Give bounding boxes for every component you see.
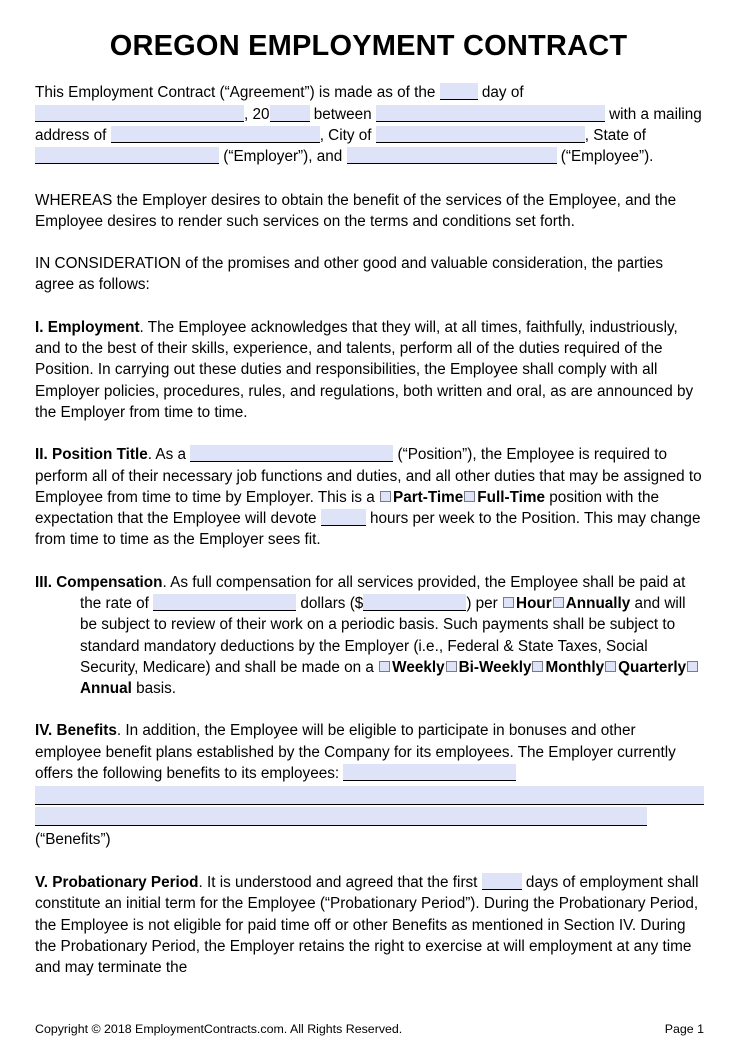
intro-text-8: (“Employer”), and — [219, 148, 347, 166]
pay-rate-amount-blank-field[interactable] — [363, 594, 466, 611]
section-benefits — [35, 720, 704, 784]
position-text-1: . As a — [147, 446, 191, 464]
footer-page-number: Page 1 — [664, 1022, 704, 1036]
section-benefits-heading: IV. Benefits — [35, 722, 117, 740]
section-position-title — [35, 444, 704, 550]
section-compensation — [35, 572, 704, 700]
benefits-blank-field-1[interactable] — [343, 764, 516, 781]
spacer — [35, 699, 704, 720]
hours-per-week-blank-field[interactable] — [321, 509, 366, 526]
position-text-2: (“Position”), the Employee is required to perform all of their necessary job functions and duties, and all other duties that may be assigned to Employee from time to time by Employer. This is a — [35, 446, 702, 506]
section-employment-body: . The Employee acknowledges that they will, at all times, faithfully, industriously, and to the best of their skills, experience, and talents, perform all of the duties required of the Position. In carrying out these duties and responsibilities, the Employee shall comply with all Employer policies, procedures, rules, and regulations, both written and oral, as are announced by the Employer from time to time. — [35, 318, 694, 421]
probationary-text-1: . It is understood and agreed that the first — [198, 873, 482, 891]
intro-text-6: , City of — [319, 126, 376, 144]
intro-text-3: , 20 — [244, 105, 270, 123]
checkbox-annual[interactable] — [687, 661, 698, 672]
position-title-blank-field[interactable] — [190, 445, 393, 462]
spacer — [35, 850, 704, 872]
pay-rate-words-blank-field[interactable] — [153, 594, 296, 611]
position-text-3: position with the expectation that the Employee will devote — [35, 488, 659, 528]
intro-text-5: with a mailing address of — [35, 105, 702, 144]
intro-paragraph — [35, 82, 704, 167]
label-monthly: Monthly — [545, 658, 605, 676]
whereas-paragraph: WHEREAS the Employer desires to obtain the benefit of the services of the Employee, and the Employee desires to render such services on the terms and conditions set forth. — [35, 191, 677, 230]
label-quarterly: Quarterly — [618, 658, 687, 676]
page-title: OREGON EMPLOYMENT CONTRACT — [109, 30, 628, 62]
page-footer — [35, 1022, 704, 1036]
section-employment-heading: I. Employment — [35, 318, 140, 336]
mailing-address-blank-field[interactable] — [111, 126, 320, 143]
compensation-text-5: basis. — [131, 680, 177, 698]
label-annually: Annually — [565, 594, 631, 612]
section-probationary-heading: V. Probationary Period — [35, 873, 199, 891]
intro-text-4: between — [309, 105, 376, 123]
year-blank-field[interactable] — [270, 105, 310, 122]
employee-name-blank-field[interactable] — [347, 147, 557, 164]
compensation-text-1: . As full compensation for all services provided, the Employee shall be paid at the rate of — [80, 573, 686, 612]
label-hour: Hour — [516, 594, 552, 612]
intro-text-9: (“Employee”). — [556, 148, 654, 166]
checkbox-weekly[interactable] — [379, 661, 390, 672]
checkbox-full-time[interactable] — [464, 491, 475, 502]
label-bi-weekly: Bi-Weekly — [458, 658, 532, 676]
benefits-last-line — [35, 805, 704, 850]
benefits-blank-field-2[interactable] — [35, 786, 704, 805]
section-position-title-heading: II. Position Title — [35, 446, 148, 464]
label-annual: Annual — [80, 680, 132, 698]
checkbox-part-time[interactable] — [380, 491, 391, 502]
benefits-blank-field-3[interactable] — [35, 807, 647, 826]
compensation-text-3: ) per — [466, 594, 503, 612]
section-compensation-heading: III. Compensation — [35, 573, 163, 591]
checkbox-hour[interactable] — [503, 597, 514, 608]
section-probationary-period — [35, 872, 704, 978]
benefits-text-2: (“Benefits”) — [35, 830, 111, 848]
section-employment — [35, 317, 704, 423]
probationary-text-2: days of employment shall constitute an initial term for the Employee (“Probationary Period”). During the Probationary Period, the Employee is not eligible for paid time off or other Benefits as mentioned in Section IV. During the Probationary Period, the Employer retains the right to exercise at will employment at any time and may terminate the — [35, 873, 699, 977]
spacer — [35, 296, 704, 317]
checkbox-monthly[interactable] — [532, 661, 543, 672]
state-blank-field[interactable] — [35, 147, 219, 164]
checkbox-bi-weekly[interactable] — [446, 661, 457, 672]
month-blank-field[interactable] — [35, 105, 244, 122]
probation-days-blank-field[interactable] — [482, 873, 522, 890]
spacer — [35, 232, 704, 253]
spacer — [35, 423, 704, 444]
position-text-4: hours per week to the Position. This may change from time to time as the Employer sees fit. — [35, 510, 701, 549]
city-blank-field[interactable] — [376, 126, 585, 143]
spacer — [35, 168, 704, 190]
document-body — [0, 82, 737, 978]
footer-copyright: Copyright © 2018 EmploymentContracts.com. All Rights Reserved. — [35, 1022, 403, 1036]
consideration-paragraph: IN CONSIDERATION of the promises and other good and valuable consideration, the parties agree as follows: — [35, 255, 664, 294]
checkbox-annually[interactable] — [553, 597, 564, 608]
benefits-text-1: . In addition, the Employee will be eligible to participate in bonuses and other employee benefit plans established by the Company for its employees. The Employer currently offers the following benefits to its employees: — [35, 722, 676, 783]
intro-text-1: This Employment Contract (“Agreement”) is made as of the — [35, 84, 440, 102]
spacer — [35, 551, 704, 572]
intro-text-2: day of — [477, 84, 524, 102]
label-full-time: Full-Time — [477, 488, 546, 506]
intro-text-7: , State of — [584, 126, 647, 144]
label-part-time: Part-Time — [393, 488, 464, 506]
compensation-text-4: and will be subject to review of their work on a periodic basis. Such payments shall be subject to standard mandatory deductions by the Employer (i.e., Federal & State Taxes, Social Security, Medicare) and shall be made on a — [80, 594, 686, 676]
document-page — [0, 30, 737, 1054]
checkbox-quarterly[interactable] — [605, 661, 616, 672]
employer-name-blank-field[interactable] — [376, 105, 605, 122]
day-blank-field[interactable] — [440, 83, 478, 100]
label-weekly: Weekly — [392, 658, 445, 676]
compensation-text-2: dollars ($ — [296, 594, 364, 612]
